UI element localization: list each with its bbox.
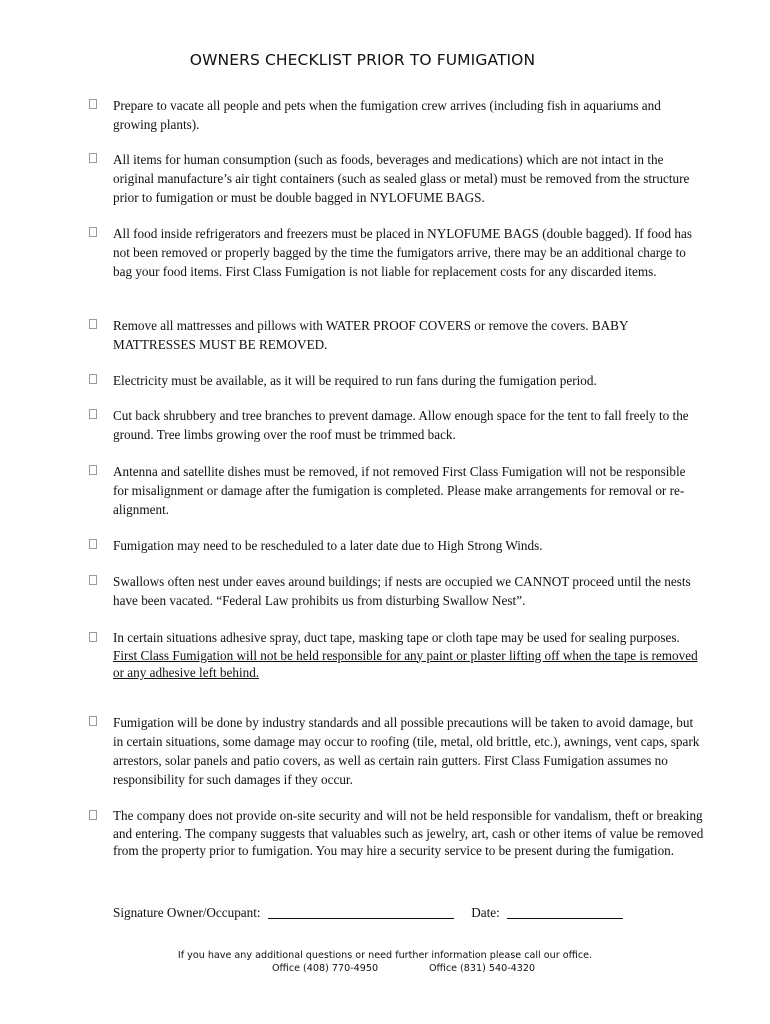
checklist-item [89, 316, 704, 354]
office-phone-1: Office (408) 770-4950 [272, 963, 379, 974]
item-text: All food inside refrigerators and freezers must be placed in NYLOFUME BAGS (double bagged). If food has not been removed or properly bagged by the time the fumigators arrive, there may be an additional charge to bag your food items. First Class Fumigation is not liable for replacement costs for any discarded items. [113, 226, 692, 279]
item-text: Electricity must be available, as it will be required to run fans during the fumigation period. [113, 373, 597, 388]
item-text: Fumigation may need to be rescheduled to a later date due to High Strong Winds. [113, 538, 543, 553]
item-text: Antenna and satellite dishes must be removed, if not removed First Class Fumigation will not be responsible for misalignment or damage after the fumigation is completed. Please make arrangements for removal or re-alignment. [113, 464, 686, 517]
item-text: Fumigation will be done by industry standards and all possible precautions will be taken to avoid damage, but in certain situations, some damage may occur to roofing (tile, metal, old brittle, etc.), awnings, vent caps, spark arrestors, solar panels and patio covers, as well as certain rain gutters. First Class Fumigation assumes no responsibility for such damages if they occur. [113, 715, 700, 787]
checklist-item [89, 572, 704, 610]
checkbox[interactable] [89, 465, 97, 475]
item-text: Prepare to vacate all people and pets when the fumigation crew arrives (including fish in aquariums and growing plants). [113, 98, 661, 132]
office-phone-2: Office (831) 540-4320 [429, 963, 536, 974]
checkbox[interactable] [89, 153, 97, 163]
item-text-underlined: First Class Fumigation will not be held responsible for any paint or plaster lifting off when the tape is removed or any adhesive left behind. [113, 647, 698, 680]
checkbox[interactable] [89, 810, 97, 820]
checklist-item [89, 807, 704, 860]
checkbox[interactable] [89, 319, 97, 329]
checkbox[interactable] [89, 632, 97, 642]
item-text: Swallows often nest under eaves around buildings; if nests are occupied we CANNOT proceed until the nests have been vacated. “Federal Law prohibits us from disturbing Swallow Nest”. [113, 574, 691, 608]
signature-row [113, 905, 623, 921]
checkbox[interactable] [89, 716, 97, 726]
item-text: Remove all mattresses and pillows with WATER PROOF COVERS or remove the covers. BABY MATTRESSES MUST BE REMOVED. [113, 318, 628, 352]
checkbox[interactable] [89, 374, 97, 384]
checklist-item [89, 224, 704, 281]
date-label: Date: [471, 905, 500, 920]
item-text: All items for human consumption (such as foods, beverages and medications) which are not intact in the original manufacture’s air tight containers (such as sealed glass or metal) must be removed from the structure prior to fumigation or must be double bagged in NYLOFUME BAGS. [113, 152, 690, 205]
checklist-item [89, 629, 704, 682]
checklist-item [89, 462, 704, 519]
checklist-item [89, 371, 704, 390]
footer-offices [0, 963, 770, 977]
item-text [113, 629, 704, 682]
checklist-item [89, 96, 704, 134]
checkbox[interactable] [89, 539, 97, 549]
footer-note: If you have any additional questions or need further information please call our office. [177, 950, 593, 961]
checklist-item [89, 536, 704, 555]
date-field[interactable] [507, 906, 623, 919]
page-title: OWNERS CHECKLIST PRIOR TO FUMIGATION [189, 51, 536, 69]
item-text-plain: In certain situations adhesive spray, duct tape, masking tape or cloth tape may be used for sealing purposes. [113, 630, 680, 645]
item-text: The company does not provide on-site security and will not be held responsible for vandalism, theft or breaking and entering. The company suggests that valuables such as jewelry, art, cash or other items of value be removed from the property prior to fumigation. You may hire a security service to be present during the fumigation. [113, 808, 704, 858]
signature-label: Signature Owner/Occupant: [113, 905, 261, 920]
footer [0, 950, 770, 977]
signature-field[interactable] [268, 906, 454, 919]
checklist-item [89, 713, 704, 789]
checkbox[interactable] [89, 99, 97, 109]
checklist-item [89, 406, 704, 444]
item-text: Cut back shrubbery and tree branches to prevent damage. Allow enough space for the tent to fall freely to the ground. Tree limbs growing over the roof must be trimmed back. [113, 408, 689, 442]
checklist-item [89, 150, 704, 207]
checkbox[interactable] [89, 575, 97, 585]
checkbox[interactable] [89, 409, 97, 419]
checkbox[interactable] [89, 227, 97, 237]
